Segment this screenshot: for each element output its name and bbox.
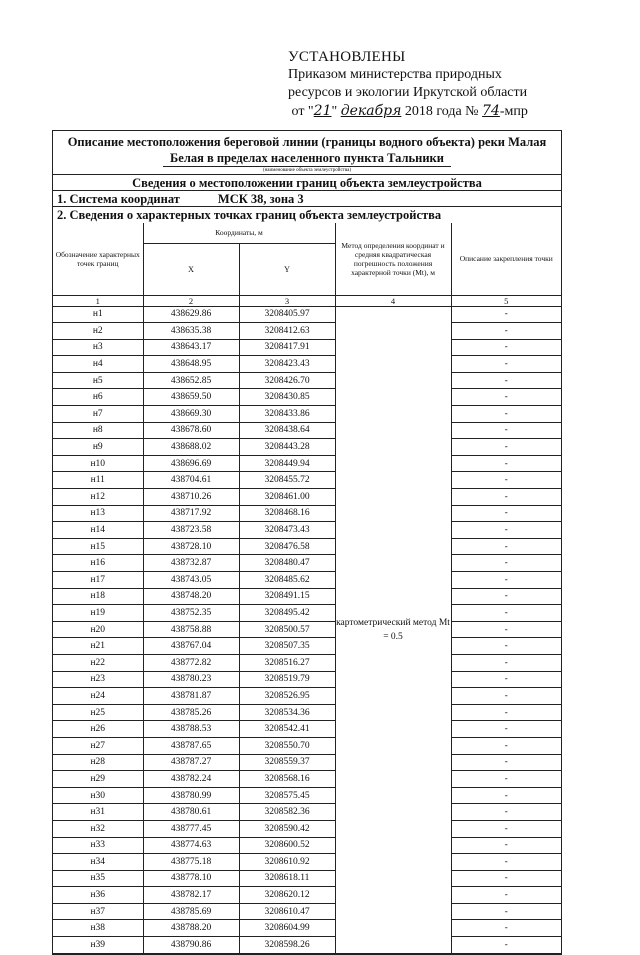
approval-date-line	[288, 102, 528, 121]
table-row	[53, 754, 561, 771]
date-mid: "	[331, 104, 341, 119]
table-row	[53, 472, 561, 489]
x-coordinate-cell: 438788.20	[143, 920, 239, 937]
point-id-cell: н21	[53, 638, 143, 655]
point-id-cell: н31	[53, 804, 143, 821]
points-table-body	[53, 306, 561, 953]
table-row	[53, 406, 561, 423]
y-coordinate-cell: 3208443.28	[239, 439, 335, 456]
description-cell: -	[451, 887, 561, 904]
y-coordinate-cell: 3208542.41	[239, 721, 335, 738]
boundary-description-document	[52, 130, 562, 955]
points-table	[53, 223, 561, 954]
x-coordinate-cell: 438669.30	[143, 406, 239, 423]
x-coordinate-cell: 438743.05	[143, 572, 239, 589]
y-coordinate-cell: 3208495.42	[239, 605, 335, 622]
y-coordinate-cell: 3208559.37	[239, 754, 335, 771]
x-coordinate-cell: 438732.87	[143, 555, 239, 572]
table-row	[53, 389, 561, 406]
x-coordinate-cell: 438788.53	[143, 721, 239, 738]
description-cell: -	[451, 854, 561, 871]
description-cell: -	[451, 306, 561, 323]
y-coordinate-cell: 3208526.95	[239, 688, 335, 705]
table-row	[53, 588, 561, 605]
description-cell: -	[451, 903, 561, 920]
point-id-cell: н33	[53, 837, 143, 854]
x-coordinate-cell: 438790.86	[143, 937, 239, 954]
x-coordinate-cell: 438785.26	[143, 704, 239, 721]
column-numbers-row	[53, 295, 561, 306]
y-coordinate-cell: 3208582.36	[239, 804, 335, 821]
description-cell: -	[451, 804, 561, 821]
table-row	[53, 621, 561, 638]
description-cell: -	[451, 621, 561, 638]
point-id-cell: н22	[53, 654, 143, 671]
x-coordinate-cell: 438629.86	[143, 306, 239, 323]
section-coordinate-system	[53, 191, 561, 207]
x-coordinate-cell: 438781.87	[143, 688, 239, 705]
x-coordinate-cell: 438780.99	[143, 787, 239, 804]
y-coordinate-cell: 3208610.47	[239, 903, 335, 920]
description-cell: -	[451, 489, 561, 506]
table-row	[53, 372, 561, 389]
table-row	[53, 820, 561, 837]
date-day: 21	[313, 103, 332, 119]
y-coordinate-cell: 3208405.97	[239, 306, 335, 323]
description-cell: -	[451, 422, 561, 439]
y-coordinate-cell: 3208476.58	[239, 538, 335, 555]
y-coordinate-cell: 3208590.42	[239, 820, 335, 837]
y-coordinate-cell: 3208461.00	[239, 489, 335, 506]
point-id-cell: н39	[53, 937, 143, 954]
table-row	[53, 572, 561, 589]
description-cell: -	[451, 704, 561, 721]
table-row	[53, 887, 561, 904]
description-cell: -	[451, 721, 561, 738]
x-coordinate-cell: 438775.18	[143, 854, 239, 871]
table-row	[53, 422, 561, 439]
column-number: 2	[143, 295, 239, 306]
description-cell: -	[451, 372, 561, 389]
x-coordinate-cell: 438774.63	[143, 837, 239, 854]
x-coordinate-cell: 438780.61	[143, 804, 239, 821]
x-coordinate-cell: 438688.02	[143, 439, 239, 456]
point-id-cell: н30	[53, 787, 143, 804]
x-coordinate-cell: 438787.27	[143, 754, 239, 771]
point-id-cell: н12	[53, 489, 143, 506]
description-cell: -	[451, 406, 561, 423]
table-row	[53, 605, 561, 622]
x-coordinate-cell: 438778.10	[143, 870, 239, 887]
point-id-cell: н27	[53, 737, 143, 754]
y-coordinate-cell: 3208485.62	[239, 572, 335, 589]
point-id-cell: н38	[53, 920, 143, 937]
point-id-cell: н35	[53, 870, 143, 887]
header-y: Y	[239, 243, 335, 295]
x-coordinate-cell: 438710.26	[143, 489, 239, 506]
table-row	[53, 920, 561, 937]
table-row	[53, 538, 561, 555]
point-id-cell: н28	[53, 754, 143, 771]
table-row	[53, 854, 561, 871]
date-month: декабря	[340, 103, 402, 119]
table-row	[53, 721, 561, 738]
date-prefix: от "	[291, 104, 314, 119]
method-cell: картометрический метод Mt = 0.5	[335, 306, 451, 953]
description-cell: -	[451, 588, 561, 605]
table-row	[53, 688, 561, 705]
x-coordinate-cell: 438782.17	[143, 887, 239, 904]
x-coordinate-cell: 438772.82	[143, 654, 239, 671]
point-id-cell: н36	[53, 887, 143, 904]
description-cell: -	[451, 671, 561, 688]
header-x: X	[143, 243, 239, 295]
description-cell: -	[451, 439, 561, 456]
caption-line-1: Описание местоположения береговой линии (границы водного объекта) реки Малая	[67, 135, 547, 149]
table-row	[53, 306, 561, 323]
document-caption-block	[53, 131, 561, 175]
point-id-cell: н32	[53, 820, 143, 837]
table-row	[53, 737, 561, 754]
x-coordinate-cell: 438785.69	[143, 903, 239, 920]
table-row	[53, 671, 561, 688]
point-id-cell: н18	[53, 588, 143, 605]
y-coordinate-cell: 3208426.70	[239, 372, 335, 389]
description-cell: -	[451, 870, 561, 887]
point-id-cell: н23	[53, 671, 143, 688]
point-id-cell: н17	[53, 572, 143, 589]
point-id-cell: н8	[53, 422, 143, 439]
date-year: 2018 года №	[401, 104, 483, 119]
point-id-cell: н24	[53, 688, 143, 705]
y-coordinate-cell: 3208412.63	[239, 323, 335, 340]
description-cell: -	[451, 389, 561, 406]
column-number: 4	[335, 295, 451, 306]
y-coordinate-cell: 3208433.86	[239, 406, 335, 423]
point-id-cell: н7	[53, 406, 143, 423]
table-row	[53, 555, 561, 572]
x-coordinate-cell: 438704.61	[143, 472, 239, 489]
y-coordinate-cell: 3208468.16	[239, 505, 335, 522]
caption-note: (наименование объекта землеустройства)	[163, 166, 451, 174]
table-row	[53, 937, 561, 954]
y-coordinate-cell: 3208455.72	[239, 472, 335, 489]
y-coordinate-cell: 3208610.92	[239, 854, 335, 871]
point-id-cell: н29	[53, 771, 143, 788]
y-coordinate-cell: 3208604.99	[239, 920, 335, 937]
order-suffix: -мпр	[499, 104, 528, 119]
y-coordinate-cell: 3208620.12	[239, 887, 335, 904]
description-cell: -	[451, 339, 561, 356]
description-cell: -	[451, 605, 561, 622]
caption-line-2: Белая в пределах населенного пункта Тальники	[170, 151, 444, 165]
point-id-cell: н9	[53, 439, 143, 456]
y-coordinate-cell: 3208575.45	[239, 787, 335, 804]
table-row	[53, 704, 561, 721]
x-coordinate-cell: 438782.24	[143, 771, 239, 788]
point-id-cell: н5	[53, 372, 143, 389]
x-coordinate-cell: 438648.95	[143, 356, 239, 373]
header-designation: Обозначение характерных точек границ	[53, 223, 143, 295]
table-row	[53, 323, 561, 340]
order-number: 74	[482, 103, 500, 119]
description-cell: -	[451, 538, 561, 555]
x-coordinate-cell: 438777.45	[143, 820, 239, 837]
description-cell: -	[451, 654, 561, 671]
x-coordinate-cell: 438767.04	[143, 638, 239, 655]
table-row	[53, 654, 561, 671]
x-coordinate-cell: 438780.23	[143, 671, 239, 688]
y-coordinate-cell: 3208473.43	[239, 522, 335, 539]
table-row	[53, 339, 561, 356]
point-id-cell: н16	[53, 555, 143, 572]
description-cell: -	[451, 820, 561, 837]
point-id-cell: н10	[53, 455, 143, 472]
table-row	[53, 837, 561, 854]
y-coordinate-cell: 3208438.64	[239, 422, 335, 439]
y-coordinate-cell: 3208430.85	[239, 389, 335, 406]
coordinate-system-label: 1. Система координат	[57, 192, 180, 206]
y-coordinate-cell: 3208491.15	[239, 588, 335, 605]
point-id-cell: н3	[53, 339, 143, 356]
point-id-cell: н1	[53, 306, 143, 323]
header-description: Описание закрепления точки	[451, 223, 561, 295]
x-coordinate-cell: 438717.92	[143, 505, 239, 522]
table-row	[53, 804, 561, 821]
description-cell: -	[451, 837, 561, 854]
point-id-cell: н19	[53, 605, 143, 622]
x-coordinate-cell: 438752.35	[143, 605, 239, 622]
point-id-cell: н34	[53, 854, 143, 871]
description-cell: -	[451, 472, 561, 489]
x-coordinate-cell: 438787.65	[143, 737, 239, 754]
point-id-cell: н25	[53, 704, 143, 721]
y-coordinate-cell: 3208449.94	[239, 455, 335, 472]
description-cell: -	[451, 688, 561, 705]
y-coordinate-cell: 3208598.26	[239, 937, 335, 954]
description-cell: -	[451, 771, 561, 788]
description-cell: -	[451, 356, 561, 373]
description-cell: -	[451, 937, 561, 954]
description-cell: -	[451, 754, 561, 771]
y-coordinate-cell: 3208507.35	[239, 638, 335, 655]
point-id-cell: н6	[53, 389, 143, 406]
point-id-cell: н11	[53, 472, 143, 489]
x-coordinate-cell: 438723.58	[143, 522, 239, 539]
section-heading: Сведения о местоположении границ объекта землеустройства	[53, 175, 561, 191]
approval-stamp	[288, 48, 528, 121]
x-coordinate-cell: 438652.85	[143, 372, 239, 389]
y-coordinate-cell: 3208568.16	[239, 771, 335, 788]
x-coordinate-cell: 438748.20	[143, 588, 239, 605]
table-row	[53, 771, 561, 788]
x-coordinate-cell: 438728.10	[143, 538, 239, 555]
x-coordinate-cell: 438758.88	[143, 621, 239, 638]
table-row	[53, 638, 561, 655]
point-id-cell: н26	[53, 721, 143, 738]
y-coordinate-cell: 3208618.11	[239, 870, 335, 887]
description-cell: -	[451, 555, 561, 572]
y-coordinate-cell: 3208500.57	[239, 621, 335, 638]
column-number: 5	[451, 295, 561, 306]
approval-title: УСТАНОВЛЕНЫ	[288, 49, 406, 65]
point-id-cell: н37	[53, 903, 143, 920]
x-coordinate-cell: 438696.69	[143, 455, 239, 472]
y-coordinate-cell: 3208417.91	[239, 339, 335, 356]
table-row	[53, 522, 561, 539]
header-method: Метод определения координат и средняя квадратическая погрешность положения характерной точки (Mt), м	[335, 223, 451, 295]
x-coordinate-cell: 438643.17	[143, 339, 239, 356]
y-coordinate-cell: 3208423.43	[239, 356, 335, 373]
point-id-cell: н4	[53, 356, 143, 373]
coordinate-system-value: МСК 38, зона 3	[217, 192, 304, 206]
table-row	[53, 455, 561, 472]
table-row	[53, 489, 561, 506]
approval-line-2: ресурсов и экологии Иркутской области	[288, 85, 528, 100]
header-coordinates: Координаты, м	[143, 223, 335, 243]
x-coordinate-cell: 438678.60	[143, 422, 239, 439]
description-cell: -	[451, 572, 561, 589]
y-coordinate-cell: 3208516.27	[239, 654, 335, 671]
x-coordinate-cell: 438635.38	[143, 323, 239, 340]
y-coordinate-cell: 3208600.52	[239, 837, 335, 854]
point-id-cell: н15	[53, 538, 143, 555]
document-caption	[53, 131, 561, 166]
description-cell: -	[451, 522, 561, 539]
table-row	[53, 870, 561, 887]
table-row	[53, 903, 561, 920]
point-id-cell: н2	[53, 323, 143, 340]
y-coordinate-cell: 3208550.70	[239, 737, 335, 754]
point-id-cell: н20	[53, 621, 143, 638]
column-number: 3	[239, 295, 335, 306]
approval-line-1: Приказом министерства природных	[288, 67, 502, 82]
description-cell: -	[451, 455, 561, 472]
description-cell: -	[451, 323, 561, 340]
description-cell: -	[451, 638, 561, 655]
table-row	[53, 356, 561, 373]
table-row	[53, 439, 561, 456]
x-coordinate-cell: 438659.50	[143, 389, 239, 406]
point-id-cell: н14	[53, 522, 143, 539]
table-row	[53, 505, 561, 522]
description-cell: -	[451, 737, 561, 754]
y-coordinate-cell: 3208519.79	[239, 671, 335, 688]
section-points-heading: 2. Сведения о характерных точках границ объекта землеустройства	[57, 208, 442, 222]
column-number: 1	[53, 295, 143, 306]
description-cell: -	[451, 920, 561, 937]
y-coordinate-cell: 3208534.36	[239, 704, 335, 721]
point-id-cell: н13	[53, 505, 143, 522]
y-coordinate-cell: 3208480.47	[239, 555, 335, 572]
description-cell: -	[451, 787, 561, 804]
description-cell: -	[451, 505, 561, 522]
table-row	[53, 787, 561, 804]
